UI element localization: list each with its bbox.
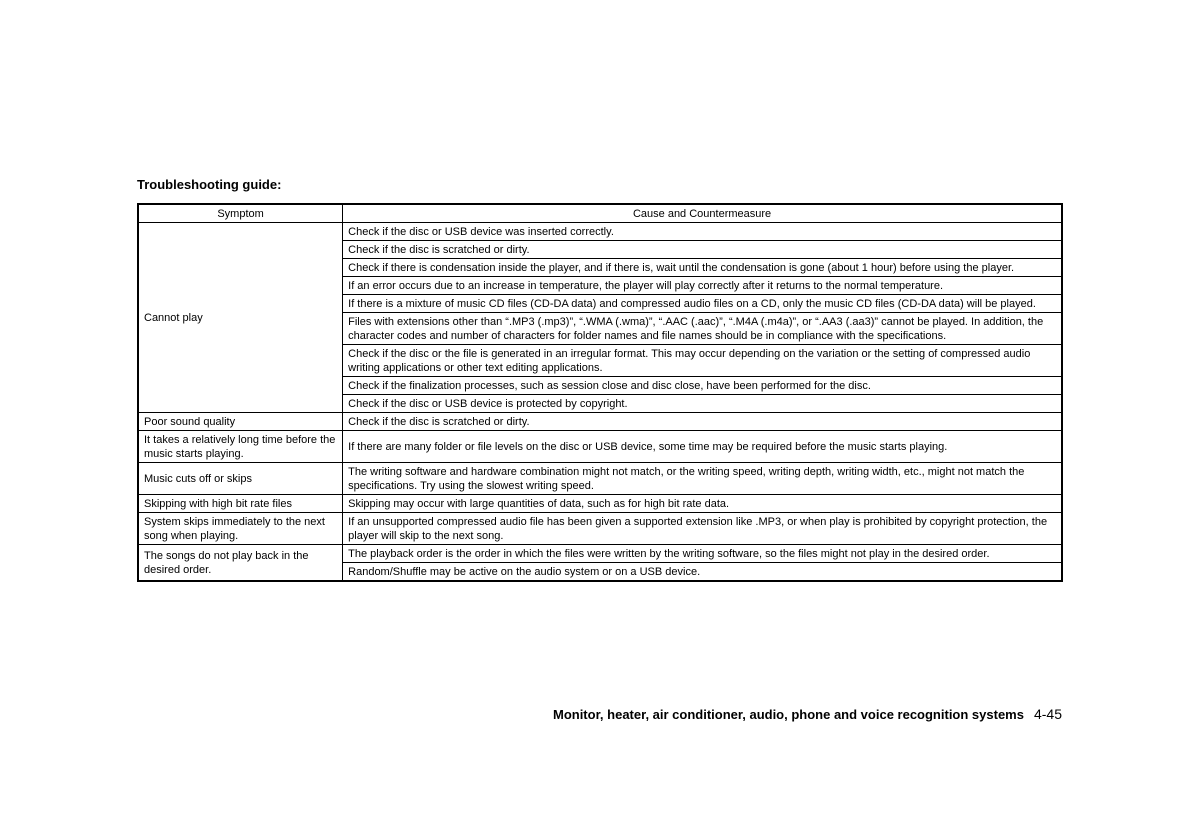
symptom-cell: The songs do not play back in the desired order. bbox=[138, 545, 343, 582]
cause-cell: The writing software and hardware combination might not match, or the writing speed, writing depth, writing width, etc., might not match the specifications. Try using the slowest writing speed. bbox=[343, 463, 1062, 495]
section-title: Troubleshooting guide: bbox=[137, 177, 282, 192]
cause-cell: Check if the disc is scratched or dirty. bbox=[343, 413, 1062, 431]
cause-column-header: Cause and Countermeasure bbox=[343, 204, 1062, 223]
table-row bbox=[138, 513, 1062, 545]
table-row bbox=[138, 413, 1062, 431]
cause-cell: Check if the disc or the file is generated in an irregular format. This may occur depending on the variation or the setting of compressed audio writing applications or other text editing applications. bbox=[343, 345, 1062, 377]
page-footer bbox=[553, 706, 1062, 722]
cause-cell: If an unsupported compressed audio file has been given a supported extension like .MP3, or when play is prohibited by copyright protection, the player will skip to the next song. bbox=[343, 513, 1062, 545]
table-row bbox=[138, 431, 1062, 463]
cause-cell: Skipping may occur with large quantities of data, such as for high bit rate data. bbox=[343, 495, 1062, 513]
page-number: 4-45 bbox=[1033, 706, 1062, 722]
cause-cell: Check if there is condensation inside the player, and if there is, wait until the condensation is gone (about 1 hour) before using the player. bbox=[343, 259, 1062, 277]
cause-cell: The playback order is the order in which the files were written by the writing software, so the files might not play in the desired order. bbox=[343, 545, 1062, 563]
symptom-cell: It takes a relatively long time before the music starts playing. bbox=[138, 431, 343, 463]
chapter-title: Monitor, heater, air conditioner, audio, phone and voice recognition systems bbox=[552, 707, 1024, 722]
troubleshooting-table bbox=[137, 203, 1063, 582]
symptom-column-header: Symptom bbox=[138, 204, 343, 223]
cause-cell: Check if the disc is scratched or dirty. bbox=[343, 241, 1062, 259]
cause-cell: If there is a mixture of music CD files (CD-DA data) and compressed audio files on a CD, only the music CD files (CD-DA data) will be played. bbox=[343, 295, 1062, 313]
cause-cell: Check if the disc or USB device was inserted correctly. bbox=[343, 223, 1062, 241]
cause-cell: If an error occurs due to an increase in temperature, the player will play correctly after it returns to the normal temperature. bbox=[343, 277, 1062, 295]
table-row bbox=[138, 223, 1062, 241]
cause-cell: Files with extensions other than “.MP3 (.mp3)”, “.WMA (.wma)”, “.AAC (.aac)”, “.M4A (.m4a)”, or “.AA3 (.aa3)” cannot be played. In addition, the character codes and number of characters for folder names and file names should be in compliance with the specifications. bbox=[343, 313, 1062, 345]
cause-cell: Check if the disc or USB device is protected by copyright. bbox=[343, 395, 1062, 413]
symptom-cell: Cannot play bbox=[138, 223, 343, 413]
symptom-cell: Skipping with high bit rate files bbox=[138, 495, 343, 513]
symptom-cell: Poor sound quality bbox=[138, 413, 343, 431]
table-body bbox=[138, 223, 1062, 582]
symptom-cell: Music cuts off or skips bbox=[138, 463, 343, 495]
table-header-row bbox=[138, 204, 1062, 223]
table-row bbox=[138, 495, 1062, 513]
symptom-cell: System skips immediately to the next song when playing. bbox=[138, 513, 343, 545]
table-row bbox=[138, 545, 1062, 563]
cause-cell: Random/Shuffle may be active on the audio system or on a USB device. bbox=[343, 563, 1062, 582]
cause-cell: If there are many folder or file levels on the disc or USB device, some time may be required before the music starts playing. bbox=[343, 431, 1062, 463]
table-row bbox=[138, 463, 1062, 495]
cause-cell: Check if the finalization processes, such as session close and disc close, have been performed for the disc. bbox=[343, 377, 1062, 395]
